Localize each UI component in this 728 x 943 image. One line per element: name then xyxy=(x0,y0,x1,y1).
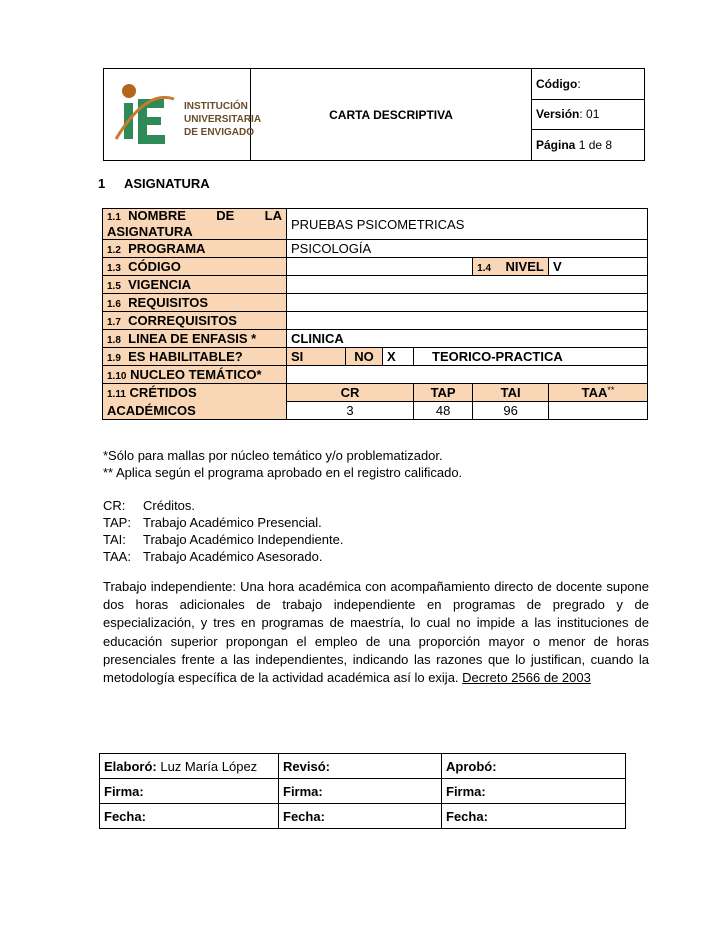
codigo-cell xyxy=(532,69,645,100)
nivel-label-cell xyxy=(473,258,549,276)
nombre-label-a: NOMBRE xyxy=(128,208,186,223)
taa-header: TAA xyxy=(581,385,608,400)
vigencia-label: VIGENCIA xyxy=(128,277,191,292)
version-cell xyxy=(532,99,645,130)
version-label: Versión xyxy=(536,107,580,122)
asignatura-table xyxy=(102,208,648,420)
codigo-label-cell xyxy=(103,258,287,276)
decree-link[interactable]: Decreto 2566 de 2003 xyxy=(462,670,591,686)
tap-header: TAP xyxy=(414,384,473,402)
requisitos-value xyxy=(287,294,648,312)
abbrev-value: Trabajo Académico Presencial. xyxy=(143,515,322,530)
section-number: 1 xyxy=(98,176,106,191)
programa-label-cell xyxy=(103,240,287,258)
nombre-label-cell xyxy=(103,209,287,240)
creditos-label-a: CRÉTIDOS xyxy=(129,384,197,400)
logo-dot xyxy=(122,84,136,98)
aprobo-label: Aprobó: xyxy=(442,754,626,779)
nombre-value: PRUEBAS PSICOMETRICAS xyxy=(287,209,648,240)
enfasis-num: 1.8 xyxy=(107,335,121,346)
nivel-num: 1.4 xyxy=(477,263,492,274)
independent-work-paragraph xyxy=(103,578,649,687)
firma-aprobo: Firma: xyxy=(442,779,626,804)
requisitos-label-cell xyxy=(103,294,287,312)
document-title: CARTA DESCRIPTIVA xyxy=(251,69,532,161)
fecha-elaboro: Fecha: xyxy=(100,804,279,829)
nivel-value: V xyxy=(549,258,648,276)
nucleo-num: 1.10 xyxy=(107,371,127,382)
abbrev-key: TAI: xyxy=(103,532,126,547)
habilitable-label-cell xyxy=(103,348,287,366)
abbrev-item xyxy=(103,548,343,565)
pagina-label: Página xyxy=(536,138,576,153)
taa-header-cell xyxy=(549,384,648,402)
elaboro-cell xyxy=(100,754,279,779)
habilitable-tipo: TEORICO-PRACTICA xyxy=(414,348,648,366)
nucleo-label: NUCLEO TEMÁTICO* xyxy=(130,367,262,382)
nombre-label-c: LA xyxy=(264,208,282,223)
vigencia-value xyxy=(287,276,648,294)
programa-label: PROGRAMA xyxy=(128,241,206,256)
correquisitos-value xyxy=(287,312,648,330)
logo-cell xyxy=(104,69,262,161)
note-2: ** Aplica según el programa aprobado en el registro calificado. xyxy=(103,465,463,480)
header-table xyxy=(103,68,645,161)
reviso-label: Revisó: xyxy=(279,754,442,779)
vigencia-num: 1.5 xyxy=(107,281,121,292)
tai-value: 96 xyxy=(473,402,549,420)
cr-value: 3 xyxy=(287,402,414,420)
abbrev-value: Créditos. xyxy=(143,498,196,513)
correquisitos-label: CORREQUISITOS xyxy=(128,313,237,328)
firma-elaboro: Firma: xyxy=(100,779,279,804)
creditos-label-b: ACADÉMICOS xyxy=(107,402,196,418)
programa-num: 1.2 xyxy=(107,245,121,256)
taa-sup: ** xyxy=(607,385,615,395)
habilitable-num: 1.9 xyxy=(107,353,121,364)
nombre-label-d: ASIGNATURA xyxy=(107,224,193,239)
programa-value: PSICOLOGÍA xyxy=(287,240,648,258)
nucleo-value xyxy=(287,366,648,384)
tap-value: 48 xyxy=(414,402,473,420)
enfasis-value: CLINICA xyxy=(287,330,648,348)
logo-text-3: DE ENVIGADO xyxy=(184,127,255,138)
codigo-label: Código xyxy=(536,76,578,91)
habilitable-label: ES HABILITABLE? xyxy=(128,349,243,364)
codigo-main-label: CÓDIGO xyxy=(128,259,181,274)
paragraph-text: Trabajo independiente: Una hora académica con acompañamiento directo de docente supone dos horas adicionales de trabajo independiente en programas de pregrado y de especialización, y tres en programas de maestría, lo cual no impide a las instituciones de educación superior propongan el empleo de una proporción mayor o menor de horas presenciales frente a las independientes, indicando las razones que lo justifican, cuando la metodología específica de la actividad académica así lo exija. xyxy=(103,579,649,686)
abbrev-item xyxy=(103,531,343,548)
version-value: : 01 xyxy=(579,107,600,122)
habilitable-mark: X xyxy=(383,348,414,366)
logo-text-1: INSTITUCIÓN xyxy=(184,101,248,112)
section-title: ASIGNATURA xyxy=(124,176,210,191)
enfasis-label-cell xyxy=(103,330,287,348)
correquisitos-num: 1.7 xyxy=(107,317,121,328)
fecha-reviso: Fecha: xyxy=(279,804,442,829)
institution-logo xyxy=(104,69,262,157)
abbrev-key: TAA: xyxy=(103,549,131,564)
abbrev-value: Trabajo Académico Asesorado. xyxy=(143,549,323,564)
fecha-aprobo: Fecha: xyxy=(442,804,626,829)
elaboro-value: Luz María López xyxy=(156,758,258,774)
nombre-num: 1.1 xyxy=(107,212,121,223)
signature-table xyxy=(99,753,626,829)
codigo-num: 1.3 xyxy=(107,263,121,274)
vigencia-label-cell xyxy=(103,276,287,294)
requisitos-num: 1.6 xyxy=(107,299,121,310)
correquisitos-label-cell xyxy=(103,312,287,330)
codigo-value xyxy=(287,258,473,276)
firma-reviso: Firma: xyxy=(279,779,442,804)
pagina-value: 1 de 8 xyxy=(575,138,613,153)
section-heading xyxy=(98,176,210,191)
abbrev-item xyxy=(103,514,343,531)
abbrev-item xyxy=(103,497,343,514)
nivel-label: NIVEL xyxy=(505,259,544,274)
codigo-suffix: : xyxy=(577,76,581,91)
abbrev-key: TAP: xyxy=(103,515,131,530)
abbrev-key: CR: xyxy=(103,498,126,513)
requisitos-label: REQUISITOS xyxy=(128,295,209,310)
abbrev-list xyxy=(103,497,343,565)
habilitable-si: SI xyxy=(287,348,346,366)
nombre-label-b: DE xyxy=(216,208,235,223)
enfasis-label: LINEA DE ENFASIS * xyxy=(128,331,257,346)
creditos-label-cell xyxy=(103,384,287,420)
elaboro-label: Elaboró: xyxy=(104,758,157,774)
habilitable-no: NO xyxy=(346,348,383,366)
pagina-cell xyxy=(532,130,645,161)
creditos-num: 1.11 xyxy=(107,388,126,400)
logo-text-2: UNIVERSITARIA xyxy=(184,114,262,125)
nucleo-label-cell xyxy=(103,366,287,384)
note-1: *Sólo para mallas por núcleo temático y/o problematizador. xyxy=(103,448,443,463)
tai-header: TAI xyxy=(473,384,549,402)
taa-value xyxy=(549,402,648,420)
abbrev-value: Trabajo Académico Independiente. xyxy=(143,532,344,547)
cr-header: CR xyxy=(287,384,414,402)
